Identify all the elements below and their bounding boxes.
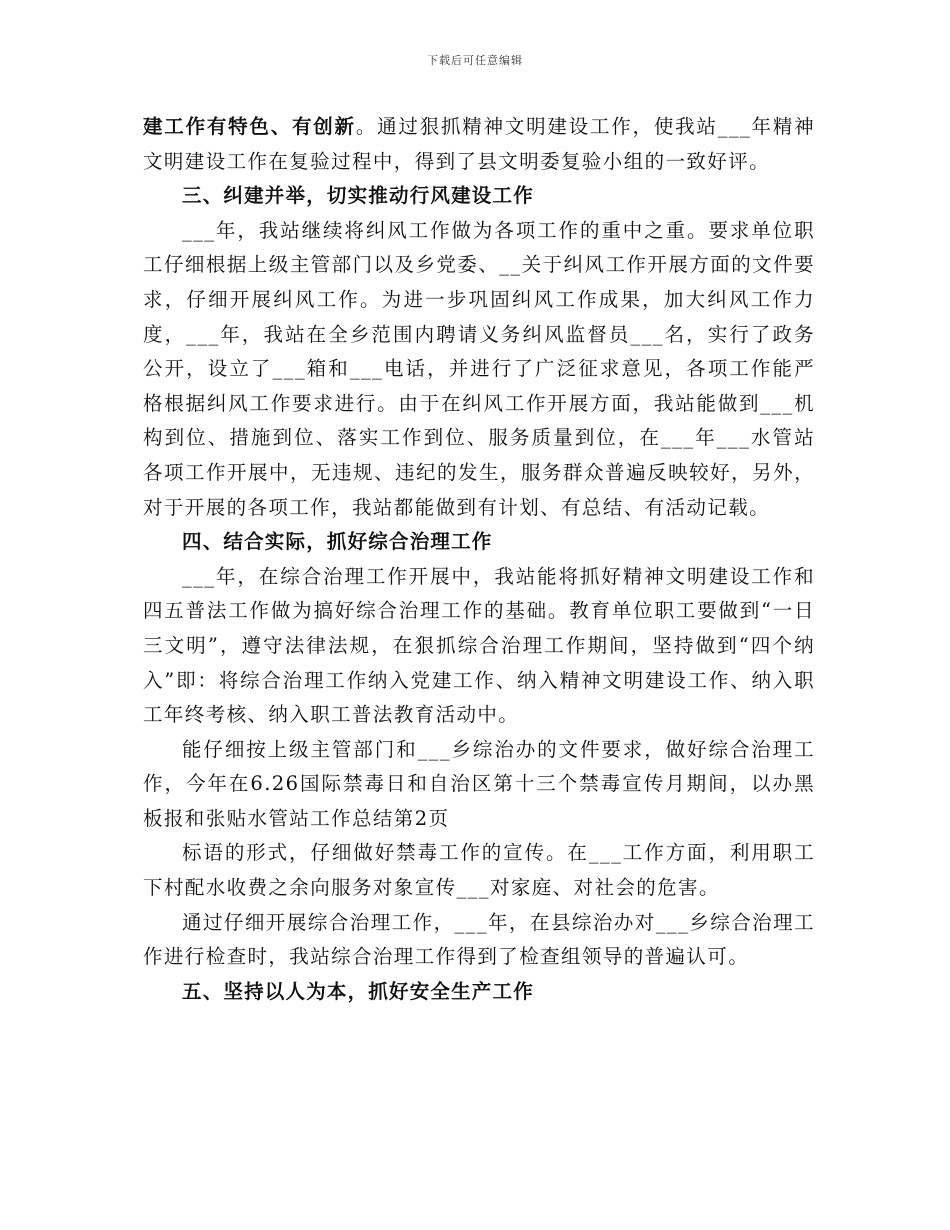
section-heading-4: 四、结合实际，抓好综合治理工作 [182,530,493,554]
paragraph-5: 标语的形式，仔细做好禁毒工作的宣传。在___工作方面，利用职工下村配水收费之余向服务对象宣传___对家庭、对社会的危害。 [143,841,815,900]
section-heading-3: 三、纠建并举，切实推动行风建设工作 [182,184,534,208]
paragraph-2: ___年，我站继续将纠风工作做为各项工作的重中之重。要求单位职工仔细根据上级主管部门以及乡党委、__关于纠风工作开展方面的文件要求，仔细开展纠风工作。为进一步巩固纠风工作成果，加大纠风工作力度，___年，我站在全乡范围内聘请义务纠风监督员___名，实行了政务公开，设立了___箱和___电话，并进行了广泛征求意见，各项工作能严格根据纠风工作要求进行。由于在纠风工作开展方面，我站能做到___机构到位、措施到位、落实工作到位、服务质量到位，在___年___水管站各项工作开展中，无违规、违纪的发生，服务群众普遍反映较好，另外，对于开展的各项工作，我站都能做到有计划、有总结、有活动记载。 [143,218,815,519]
document-body [143,110,815,1009]
paragraph-4: 能仔细按上级主管部门和___乡综治办的文件要求，做好综合治理工作，今年在6.26国际禁毒日和自治区第十三个禁毒宣传月期间，以办黑板报和张贴水管站工作总结第2页 [143,737,815,830]
page-header: 下载后可任意编辑 [427,54,523,67]
paragraph-3: ___年，在综合治理工作开展中，我站能将抓好精神文明建设工作和四五普法工作做为搞好综合治理工作的基础。教育单位职工要做到“一日三文明”，遵守法律法规，在狠抓综合治理工作期间，坚持做到“四个纳入”即：将综合治理工作纳入党建工作、纳入精神文明建设工作、纳入职工年终考核、纳入职工普法教育活动中。 [143,564,815,727]
bold-lead-text: 建工作有特色、有创新 [143,115,356,138]
paragraph-1 [143,110,815,179]
paragraph-6: 通过仔细开展综合治理工作，___年，在县综治办对___乡综合治理工作进行检查时，我站综合治理工作得到了检查组领导的普遍认可。 [143,910,815,969]
paragraph-1-text: 。通过狠抓精神文明建设工作，使我站___年精神文明建设工作在复验过程中，得到了县文明委复验小组的一致好评。 [143,115,815,173]
section-heading-5: 五、坚持以人为本，抓好安全生产工作 [182,979,534,1003]
